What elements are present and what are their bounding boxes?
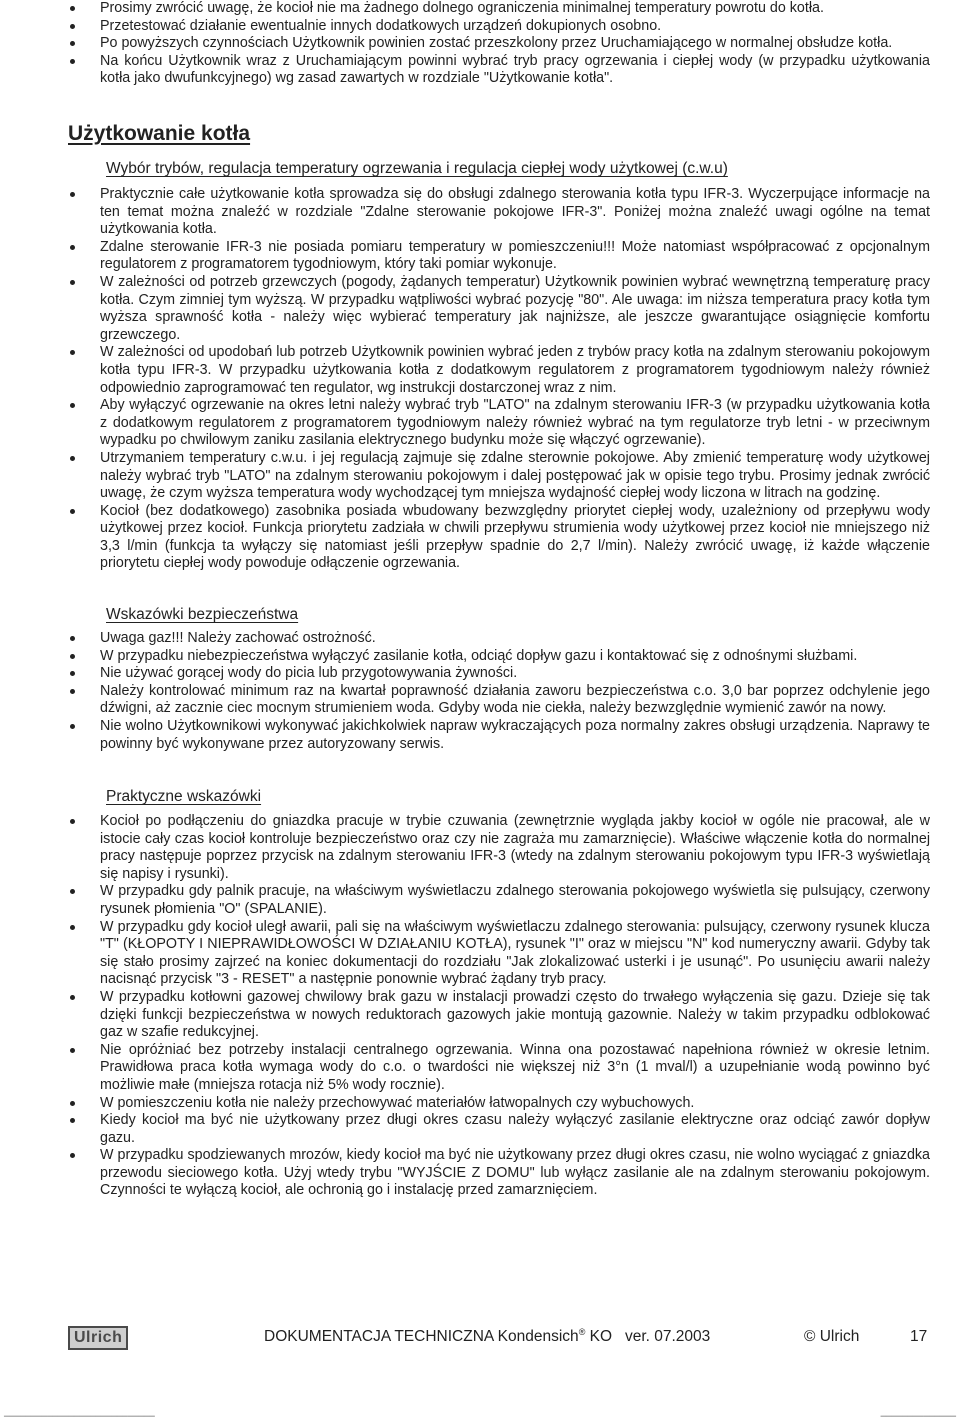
intro-bullet-list: [0, 0, 960, 88]
list-item: W przypadku gdy palnik pracuje, na właściwym wyświetlaczu zdalnego sterowania pokojowego wyświetla się pulsujący, czerwony rysunek płomienia "O" (SPALANIE).: [0, 883, 960, 918]
subheading-safety: Wskazówki bezpieczeństwa: [106, 606, 299, 623]
print-mark-right: ▁▁▁▁▁▁▁▁▁▁▁▁▁▁: [880, 1410, 956, 1417]
print-mark-left: ▁▁▁▁▁▁▁▁▁▁▁▁▁▁▁▁▁▁▁▁▁▁▁▁▁▁▁▁: [4, 1410, 155, 1417]
safety-bullet-list: [0, 630, 960, 753]
list-item: Kocioł po podłączeniu do gniazdka pracuje w trybie czuwania (zewnętrznie wygląda jakby kocioł w ogóle nie pracował, ale w istocie cały czas kocioł kontroluje bezpieczeństwo oraz czy nie zagraża mu zamarznięcie). Właściwe włączenie kotła do normalnej pracy następuje poprzez przycisk na zdalnym sterowaniu IFR-3 (wtedy na zdalnym sterowaniu pokojowym typu IFR-3 wyświetlają się napisy i rysunki).: [0, 813, 960, 883]
registered-mark: ®: [578, 1327, 586, 1337]
cropped-print-marks: [0, 1410, 960, 1417]
list-item: W zależności od upodobań lub potrzeb Użytkownik powinien wybrać jeden z trybów pracy kotła na zdalnym sterowaniu pokojowym kotła typu IFR-3. W przypadku użytkowania kotła z dodatkowym regulatorem z programatorem tygodniowym należy również odpowiednio zaprogramować ten regulator, wg instrukcji dostarczonej wraz z nim.: [0, 344, 960, 397]
list-item: W pomieszczeniu kotła nie należy przechowywać materiałów łatwopalnych czy wybuchowych.: [0, 1095, 960, 1113]
list-item: Przetestować działanie ewentualnie innych dodatkowych urządzeń dokupionych osobno.: [0, 18, 960, 36]
list-item: Po powyższych czynnościach Użytkownik powinien zostać przeszkolony przez Uruchamiającego w normalnej obsłudze kotła.: [0, 35, 960, 53]
list-item: Kiedy kocioł ma być nie użytkowany przez długi okres czasu należy wyłączyć zasilanie elektryczne oraz odciąć zawór dopływ gazu.: [0, 1112, 960, 1147]
list-item: Należy kontrolować minimum raz na kwartał poprawność działania zaworu bezpieczeństwa c.o. 3,0 bar poprzez odchylenie jego dźwigni, aż zacznie ciec mocnym strumieniem woda. Gdyby woda nie ciekła, należy bezwzględnie wymienić zawór na nowy.: [0, 683, 960, 718]
subheading-practical-tips: Praktyczne wskazówki: [106, 788, 262, 805]
list-item: Zdalne sterowanie IFR-3 nie posiada pomiaru temperatury w pomieszczeniu!!! Może natomiast współpracować z opcjonalnym regulatorem z programatorem tygodniowym, który taki pomiar wykonuje.: [0, 239, 960, 274]
ulrich-logo: Ulrich: [68, 1326, 128, 1350]
page-number: 17: [910, 1328, 928, 1345]
usage-bullet-list: [0, 186, 960, 573]
list-item: W przypadku niebezpieczeństwa wyłączyć zasilanie kotła, odciąć dopływ gazu i kontaktować się z odnośnymi służbami.: [0, 648, 960, 666]
page-footer: [68, 1325, 930, 1349]
section-heading-usage: Użytkowanie kotła: [68, 122, 251, 145]
list-item: W przypadku spodziewanych mrozów, kiedy kocioł ma być nie użytkowany przez długi okres czasu, nie wolno wyciągać z gniazdka przewodu sieciowego kotła. Użyj wtedy trybu "WYJŚCIE Z DOMU" lub wyłącz zasilanie ale na zdalnym sterowaniu pokojowym. Czynności te wyłączą kocioł, ale ochronią go i instalację przed zamarznięciem.: [0, 1147, 960, 1200]
list-item: Nie używać gorącej wody do picia lub przygotowywania żywności.: [0, 665, 960, 683]
list-item: Aby wyłączyć ogrzewanie na okres letni należy wybrać tryb "LATO" na zdalnym sterowaniu IFR-3 (w przypadku użytkowania kotła z dodatkowym regulatorem z programatorem tygodniowym należy również wybrać na tym regulatorze tryb letni - w przeciwnym wypadku po chwilowym zaniku zasilania elektrycznego budynku może się włączyć ogrzewanie).: [0, 397, 960, 450]
list-item: Nie opróżniać bez potrzeby instalacji centralnego ogrzewania. Winna ona pozostawać napełniona również w okresie letnim. Prawidłowa praca kotła wymaga wody do c.o. o twardości nie większej niż 3°n (1 mval/l) a uzupełnianie wodą powinno być możliwie małe (mniejsza rotacja niż 5% wody rocznie).: [0, 1042, 960, 1095]
list-item: Utrzymaniem temperatury c.w.u. i jej regulacją zajmuje się zdalne sterownie pokojowe. Aby zmienić temperaturę wody użytkowej należy wybrać tryb "LATO" na zdalnym sterowaniu pokojowym i dalej postępować jak w opisie tego trybu. Prosimy jednak zwrócić uwagę, że czym wyższa temperatura wody wychodzącej tym mniejsza wydajność ciepłej wody liczona w litrach na godzinę.: [0, 450, 960, 503]
list-item: W przypadku kotłowni gazowej chwilowy brak gazu w instalacji prowadzi często do trwałego wyłączenia się gazu. Dzieje się tak dzięki funkcji bezpieczeństwa w nowych reduktorach gazowych jakie montują gazownie. Należy w takim przypadku odblokować gaz w szafie redukcyjnej.: [0, 989, 960, 1042]
copyright-notice: © Ulrich: [804, 1328, 860, 1345]
document-title-version: KO ver. 07.2003: [585, 1328, 711, 1345]
list-item: Praktycznie całe użytkowanie kotła sprowadza się do obsługi zdalnego sterowania kotła typu IFR-3. Wyczerpujące informacje na ten temat można znaleźć w rozdziale "Zdalne sterowanie pokojowe IFR-3". Poniżej można znaleźć uwagi ogólne na temat użytkowania kotła.: [0, 186, 960, 239]
tips-bullet-list: [0, 813, 960, 1200]
document-title-main: DOKUMENTACJA TECHNICZNA Kondensich: [264, 1328, 579, 1345]
list-item: W zależności od potrzeb grzewczych (pogody, żądanych temperatur) Użytkownik powinien wybrać wewnętrzną temperaturę pracy kotła. Czym zimniej tym wyższą. W przypadku wątpliwości wybrać pozycję "80". Ale uwaga: im niższa temperatura pracy kotła tym wyższa sprawność kotła - należy więc wybierać temperatury jak najniższe, ale jeszcze gwarantujące osiągnięcie komfortu grzewczego.: [0, 274, 960, 344]
list-item: W przypadku gdy kocioł uległ awarii, pali się na właściwym wyświetlaczu zdalnego sterowania: pulsujący, czerwony rysunek klucza "T" (KŁOPOTY I NIEPRAWIDŁOWOŚCI W DZIAŁANIU KOTŁA), rysunek "I" oraz w miejscu "N" kod numeryczny awarii. Gdyby tak się stało prosimy zajrzeć na koniec dokumentacji do rozdziału "Jak zlokalizować usterki i je usunąć". Po usunięciu awarii należy nacisnąć przycisk "3 - RESET" a następnie ponownie wybrać żądany tryb pracy.: [0, 919, 960, 989]
list-item: Kocioł (bez dodatkowego) zasobnika posiada wbudowany bezwzględny priorytet ciepłej wody, uzależniony od przepływu wody użytkowej przez kocioł. Funkcja priorytetu zadziała w chwili przepływu strumienia wody użytkowej przez kocioł nie mniejszego niż 3,3 l/min (funkcja ta wyłączy się natomiast jeśli przepływ spadnie do 2,7 l/min). Należy zwrócić uwagę, iż każde włączenie priorytetu ciepłej wody powoduje odłączenie ogrzewania.: [0, 503, 960, 573]
list-item: Uwaga gaz!!! Należy zachować ostrożność.: [0, 630, 960, 648]
list-item: Na końcu Użytkownik wraz z Uruchamiającym powinni wybrać tryb pracy ogrzewania i ciepłej wody (w przypadku użytkowania kotła jako dwufunkcyjnego) wg zasad zawartych w rozdziale "Użytkowanie kotła".: [0, 53, 960, 88]
subheading-mode-selection: Wybór trybów, regulacja temperatury ogrzewania i regulacja ciepłej wody użytkowej (c.w.u): [106, 160, 728, 177]
list-item: Nie wolno Użytkownikowi wykonywać jakichkolwiek napraw wykraczających poza normalny zakres obsługi urządzenia. Naprawy te powinny być wykonywane przez autoryzowany serwis.: [0, 718, 960, 753]
list-item: Prosimy zwrócić uwagę, że kocioł nie ma żadnego dolnego ograniczenia minimalnej temperatury powrotu do kotła.: [0, 0, 960, 18]
document-title: [264, 1325, 710, 1349]
